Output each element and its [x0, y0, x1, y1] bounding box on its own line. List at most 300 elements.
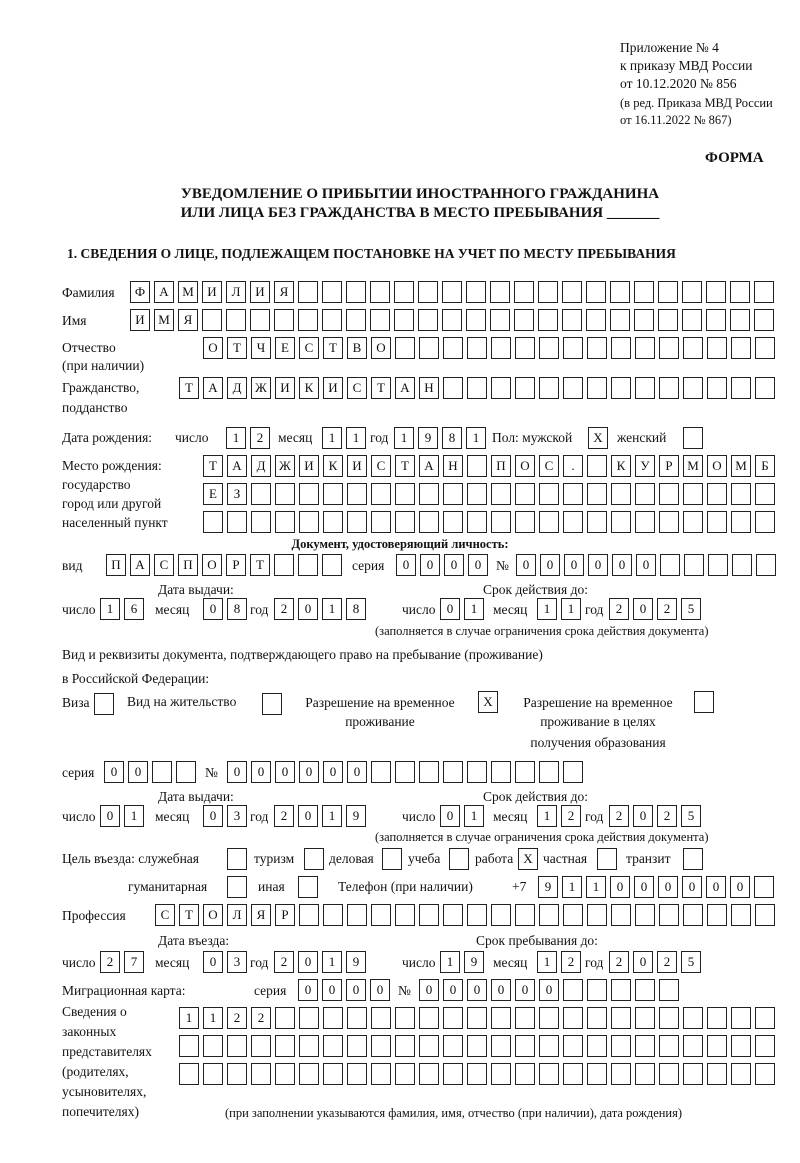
char-cell[interactable]: О — [203, 904, 223, 926]
char-cell[interactable]: 3 — [227, 805, 247, 827]
char-cell[interactable]: 2 — [657, 951, 677, 973]
char-cell[interactable] — [611, 511, 631, 533]
purpose-tourism-checkbox[interactable] — [304, 848, 324, 870]
char-cell[interactable]: 0 — [515, 979, 535, 1001]
char-cell[interactable]: А — [395, 377, 415, 399]
char-cell[interactable] — [323, 1007, 343, 1029]
char-cell[interactable] — [707, 1007, 727, 1029]
char-cell[interactable] — [467, 455, 487, 477]
char-cell[interactable]: А — [227, 455, 247, 477]
char-cell[interactable]: 1 — [561, 598, 581, 620]
char-cell[interactable]: Н — [419, 377, 439, 399]
char-cell[interactable]: А — [130, 554, 150, 576]
char-cell[interactable]: 2 — [250, 427, 270, 449]
birth-place-field[interactable] — [203, 483, 775, 505]
char-cell[interactable]: И — [130, 309, 150, 331]
char-cell[interactable] — [539, 377, 559, 399]
char-cell[interactable] — [563, 904, 583, 926]
char-cell[interactable] — [274, 554, 294, 576]
char-cell[interactable] — [466, 309, 486, 331]
char-cell[interactable]: 6 — [124, 598, 144, 620]
char-cell[interactable]: 1 — [100, 598, 120, 620]
char-cell[interactable] — [635, 337, 655, 359]
char-cell[interactable]: 8 — [346, 598, 366, 620]
char-cell[interactable]: 2 — [561, 805, 581, 827]
char-cell[interactable] — [227, 1063, 247, 1085]
char-cell[interactable]: 0 — [612, 554, 632, 576]
char-cell[interactable]: 1 — [586, 876, 606, 898]
char-cell[interactable]: 1 — [322, 951, 342, 973]
char-cell[interactable]: П — [491, 455, 511, 477]
char-cell[interactable]: В — [347, 337, 367, 359]
birth-day-field[interactable] — [226, 427, 270, 449]
char-cell[interactable]: Ж — [251, 377, 271, 399]
char-cell[interactable]: 1 — [464, 805, 484, 827]
visa-checkbox[interactable] — [94, 693, 114, 715]
char-cell[interactable]: 0 — [298, 951, 318, 973]
char-cell[interactable] — [694, 691, 714, 713]
char-cell[interactable] — [443, 1063, 463, 1085]
char-cell[interactable]: 1 — [537, 951, 557, 973]
char-cell[interactable]: . — [563, 455, 583, 477]
char-cell[interactable]: Б — [755, 455, 775, 477]
char-cell[interactable] — [587, 511, 607, 533]
char-cell[interactable]: И — [202, 281, 222, 303]
char-cell[interactable] — [347, 1035, 367, 1057]
char-cell[interactable] — [635, 377, 655, 399]
temp-edu-checkbox[interactable] — [694, 691, 714, 713]
char-cell[interactable] — [587, 979, 607, 1001]
char-cell[interactable] — [491, 761, 511, 783]
purpose-work-checkbox[interactable] — [518, 848, 538, 870]
char-cell[interactable] — [707, 511, 727, 533]
char-cell[interactable] — [299, 1035, 319, 1057]
char-cell[interactable] — [491, 337, 511, 359]
char-cell[interactable]: М — [154, 309, 174, 331]
char-cell[interactable]: Р — [275, 904, 295, 926]
char-cell[interactable] — [251, 511, 271, 533]
char-cell[interactable] — [515, 1007, 535, 1029]
char-cell[interactable]: С — [371, 455, 391, 477]
char-cell[interactable] — [635, 904, 655, 926]
char-cell[interactable] — [227, 876, 247, 898]
char-cell[interactable] — [442, 309, 462, 331]
sex-female-checkbox[interactable] — [683, 427, 703, 449]
char-cell[interactable] — [515, 511, 535, 533]
char-cell[interactable] — [490, 281, 510, 303]
char-cell[interactable] — [467, 337, 487, 359]
char-cell[interactable] — [611, 377, 631, 399]
char-cell[interactable]: 0 — [203, 598, 223, 620]
char-cell[interactable]: Д — [227, 377, 247, 399]
char-cell[interactable]: 2 — [100, 951, 120, 973]
char-cell[interactable]: М — [683, 455, 703, 477]
char-cell[interactable] — [395, 904, 415, 926]
char-cell[interactable] — [203, 1035, 223, 1057]
char-cell[interactable] — [299, 1007, 319, 1029]
char-cell[interactable] — [658, 309, 678, 331]
char-cell[interactable]: С — [347, 377, 367, 399]
char-cell[interactable]: 2 — [251, 1007, 271, 1029]
char-cell[interactable]: К — [611, 455, 631, 477]
char-cell[interactable] — [515, 483, 535, 505]
char-cell[interactable] — [203, 511, 223, 533]
char-cell[interactable] — [304, 848, 324, 870]
char-cell[interactable]: 1 — [124, 805, 144, 827]
char-cell[interactable] — [707, 337, 727, 359]
stay-valid-month-field[interactable] — [537, 805, 581, 827]
char-cell[interactable]: С — [154, 554, 174, 576]
char-cell[interactable]: С — [539, 455, 559, 477]
char-cell[interactable]: З — [227, 483, 247, 505]
migration-series-field[interactable] — [298, 979, 390, 1001]
char-cell[interactable] — [323, 904, 343, 926]
char-cell[interactable] — [443, 511, 463, 533]
char-cell[interactable] — [299, 483, 319, 505]
char-cell[interactable] — [394, 281, 414, 303]
char-cell[interactable]: 0 — [633, 598, 653, 620]
char-cell[interactable]: 1 — [346, 427, 366, 449]
char-cell[interactable] — [683, 1007, 703, 1029]
char-cell[interactable] — [371, 904, 391, 926]
char-cell[interactable] — [491, 511, 511, 533]
char-cell[interactable] — [539, 1007, 559, 1029]
char-cell[interactable] — [443, 337, 463, 359]
char-cell[interactable] — [515, 337, 535, 359]
char-cell[interactable] — [683, 1035, 703, 1057]
char-cell[interactable] — [467, 511, 487, 533]
char-cell[interactable] — [634, 309, 654, 331]
char-cell[interactable]: 0 — [468, 554, 488, 576]
char-cell[interactable] — [563, 979, 583, 1001]
char-cell[interactable] — [706, 309, 726, 331]
char-cell[interactable]: О — [707, 455, 727, 477]
stay-doc-series-field[interactable] — [104, 761, 196, 783]
char-cell[interactable]: 0 — [323, 761, 343, 783]
char-cell[interactable] — [635, 1007, 655, 1029]
purpose-humanitarian-checkbox[interactable] — [227, 876, 247, 898]
char-cell[interactable]: 0 — [444, 554, 464, 576]
char-cell[interactable] — [707, 377, 727, 399]
char-cell[interactable] — [467, 377, 487, 399]
char-cell[interactable]: 0 — [298, 979, 318, 1001]
char-cell[interactable] — [94, 693, 114, 715]
char-cell[interactable]: Д — [251, 455, 271, 477]
char-cell[interactable]: 0 — [440, 805, 460, 827]
char-cell[interactable]: Т — [203, 455, 223, 477]
char-cell[interactable] — [706, 281, 726, 303]
char-cell[interactable] — [262, 693, 282, 715]
char-cell[interactable]: 2 — [561, 951, 581, 973]
char-cell[interactable]: С — [299, 337, 319, 359]
char-cell[interactable]: 2 — [274, 951, 294, 973]
char-cell[interactable] — [563, 1007, 583, 1029]
char-cell[interactable] — [419, 1007, 439, 1029]
char-cell[interactable]: 1 — [394, 427, 414, 449]
char-cell[interactable] — [682, 309, 702, 331]
char-cell[interactable] — [755, 1035, 775, 1057]
char-cell[interactable] — [659, 377, 679, 399]
char-cell[interactable]: 9 — [538, 876, 558, 898]
char-cell[interactable] — [491, 1035, 511, 1057]
char-cell[interactable] — [563, 483, 583, 505]
char-cell[interactable] — [395, 761, 415, 783]
char-cell[interactable] — [683, 377, 703, 399]
stay-until-year-field[interactable] — [609, 951, 701, 973]
char-cell[interactable]: 0 — [658, 876, 678, 898]
char-cell[interactable] — [466, 281, 486, 303]
char-cell[interactable]: 1 — [179, 1007, 199, 1029]
char-cell[interactable] — [443, 1035, 463, 1057]
char-cell[interactable]: 1 — [537, 805, 557, 827]
char-cell[interactable]: 5 — [681, 598, 701, 620]
char-cell[interactable]: К — [299, 377, 319, 399]
char-cell[interactable] — [227, 511, 247, 533]
char-cell[interactable] — [371, 1063, 391, 1085]
birth-year-field[interactable] — [394, 427, 486, 449]
char-cell[interactable]: 0 — [128, 761, 148, 783]
char-cell[interactable]: Л — [226, 281, 246, 303]
char-cell[interactable] — [539, 337, 559, 359]
char-cell[interactable] — [708, 554, 728, 576]
char-cell[interactable]: У — [635, 455, 655, 477]
char-cell[interactable]: 1 — [322, 427, 342, 449]
char-cell[interactable]: Я — [178, 309, 198, 331]
char-cell[interactable] — [539, 904, 559, 926]
stay-doc-number-field[interactable] — [227, 761, 583, 783]
char-cell[interactable]: Т — [323, 337, 343, 359]
char-cell[interactable] — [251, 1035, 271, 1057]
citizenship-field[interactable] — [179, 377, 775, 399]
char-cell[interactable] — [346, 309, 366, 331]
char-cell[interactable] — [515, 377, 535, 399]
char-cell[interactable] — [563, 761, 583, 783]
char-cell[interactable]: О — [203, 337, 223, 359]
char-cell[interactable]: 0 — [564, 554, 584, 576]
char-cell[interactable] — [515, 904, 535, 926]
char-cell[interactable] — [755, 1063, 775, 1085]
char-cell[interactable]: 0 — [633, 805, 653, 827]
char-cell[interactable]: 0 — [100, 805, 120, 827]
char-cell[interactable] — [274, 309, 294, 331]
char-cell[interactable]: Ф — [130, 281, 150, 303]
char-cell[interactable]: 0 — [610, 876, 630, 898]
char-cell[interactable] — [490, 309, 510, 331]
char-cell[interactable] — [394, 309, 414, 331]
char-cell[interactable] — [731, 377, 751, 399]
char-cell[interactable] — [395, 511, 415, 533]
char-cell[interactable]: Т — [250, 554, 270, 576]
char-cell[interactable] — [731, 483, 751, 505]
char-cell[interactable]: X — [588, 427, 608, 449]
phone-field[interactable] — [538, 876, 774, 898]
char-cell[interactable] — [467, 1063, 487, 1085]
residence-permit-checkbox[interactable] — [262, 693, 282, 715]
char-cell[interactable]: И — [323, 377, 343, 399]
char-cell[interactable] — [539, 761, 559, 783]
char-cell[interactable] — [347, 483, 367, 505]
char-cell[interactable]: 5 — [681, 951, 701, 973]
purpose-private-checkbox[interactable] — [597, 848, 617, 870]
char-cell[interactable] — [611, 483, 631, 505]
char-cell[interactable]: 0 — [275, 761, 295, 783]
char-cell[interactable] — [299, 511, 319, 533]
char-cell[interactable] — [491, 904, 511, 926]
char-cell[interactable] — [587, 483, 607, 505]
char-cell[interactable] — [587, 1007, 607, 1029]
char-cell[interactable] — [659, 979, 679, 1001]
char-cell[interactable]: 0 — [227, 761, 247, 783]
char-cell[interactable] — [611, 979, 631, 1001]
char-cell[interactable]: П — [178, 554, 198, 576]
char-cell[interactable]: 1 — [466, 427, 486, 449]
char-cell[interactable]: М — [178, 281, 198, 303]
char-cell[interactable] — [419, 1063, 439, 1085]
char-cell[interactable] — [275, 1063, 295, 1085]
char-cell[interactable]: 0 — [706, 876, 726, 898]
char-cell[interactable]: 0 — [370, 979, 390, 1001]
char-cell[interactable] — [467, 904, 487, 926]
char-cell[interactable]: 1 — [464, 598, 484, 620]
char-cell[interactable] — [563, 337, 583, 359]
purpose-study-checkbox[interactable] — [449, 848, 469, 870]
char-cell[interactable] — [563, 511, 583, 533]
char-cell[interactable] — [610, 281, 630, 303]
char-cell[interactable] — [418, 281, 438, 303]
char-cell[interactable]: О — [202, 554, 222, 576]
birth-place-field[interactable] — [203, 511, 775, 533]
char-cell[interactable]: Е — [203, 483, 223, 505]
char-cell[interactable] — [299, 1063, 319, 1085]
char-cell[interactable] — [514, 281, 534, 303]
char-cell[interactable] — [250, 309, 270, 331]
char-cell[interactable]: 0 — [540, 554, 560, 576]
char-cell[interactable]: 0 — [104, 761, 124, 783]
char-cell[interactable] — [491, 1007, 511, 1029]
char-cell[interactable] — [539, 483, 559, 505]
char-cell[interactable] — [251, 1063, 271, 1085]
char-cell[interactable]: 0 — [347, 761, 367, 783]
char-cell[interactable] — [731, 904, 751, 926]
char-cell[interactable] — [730, 281, 750, 303]
issue-year-field[interactable] — [274, 598, 366, 620]
char-cell[interactable] — [611, 337, 631, 359]
name-field[interactable] — [130, 309, 774, 331]
char-cell[interactable] — [659, 483, 679, 505]
char-cell[interactable]: 0 — [730, 876, 750, 898]
char-cell[interactable] — [587, 337, 607, 359]
char-cell[interactable] — [443, 377, 463, 399]
char-cell[interactable] — [322, 281, 342, 303]
char-cell[interactable] — [683, 483, 703, 505]
stay-valid-day-field[interactable] — [440, 805, 484, 827]
char-cell[interactable]: 2 — [657, 598, 677, 620]
char-cell[interactable]: И — [275, 377, 295, 399]
char-cell[interactable] — [179, 1063, 199, 1085]
char-cell[interactable] — [683, 337, 703, 359]
purpose-business-checkbox[interactable] — [382, 848, 402, 870]
char-cell[interactable]: 7 — [124, 951, 144, 973]
char-cell[interactable] — [539, 1035, 559, 1057]
char-cell[interactable] — [395, 1007, 415, 1029]
char-cell[interactable]: И — [299, 455, 319, 477]
char-cell[interactable] — [371, 511, 391, 533]
char-cell[interactable] — [346, 281, 366, 303]
char-cell[interactable]: Е — [275, 337, 295, 359]
issue-day-field[interactable] — [100, 598, 144, 620]
char-cell[interactable] — [682, 281, 702, 303]
char-cell[interactable]: 0 — [419, 979, 439, 1001]
char-cell[interactable] — [298, 281, 318, 303]
char-cell[interactable]: 0 — [251, 761, 271, 783]
char-cell[interactable]: Т — [371, 377, 391, 399]
char-cell[interactable] — [634, 281, 654, 303]
char-cell[interactable]: А — [419, 455, 439, 477]
char-cell[interactable] — [323, 1035, 343, 1057]
char-cell[interactable] — [514, 309, 534, 331]
char-cell[interactable] — [203, 1063, 223, 1085]
char-cell[interactable]: 0 — [346, 979, 366, 1001]
char-cell[interactable]: О — [371, 337, 391, 359]
char-cell[interactable] — [754, 309, 774, 331]
char-cell[interactable]: 0 — [420, 554, 440, 576]
char-cell[interactable] — [754, 876, 774, 898]
surname-field[interactable] — [130, 281, 774, 303]
char-cell[interactable]: 1 — [203, 1007, 223, 1029]
char-cell[interactable] — [611, 1063, 631, 1085]
char-cell[interactable]: 9 — [418, 427, 438, 449]
char-cell[interactable] — [538, 281, 558, 303]
char-cell[interactable] — [347, 1007, 367, 1029]
char-cell[interactable] — [587, 1035, 607, 1057]
char-cell[interactable] — [683, 427, 703, 449]
char-cell[interactable]: 0 — [322, 979, 342, 1001]
char-cell[interactable] — [707, 483, 727, 505]
char-cell[interactable] — [298, 309, 318, 331]
char-cell[interactable] — [611, 1007, 631, 1029]
char-cell[interactable] — [730, 309, 750, 331]
char-cell[interactable] — [586, 281, 606, 303]
char-cell[interactable] — [347, 904, 367, 926]
char-cell[interactable] — [635, 979, 655, 1001]
char-cell[interactable]: Т — [179, 904, 199, 926]
char-cell[interactable] — [515, 1063, 535, 1085]
char-cell[interactable] — [587, 1063, 607, 1085]
char-cell[interactable] — [275, 1007, 295, 1029]
char-cell[interactable] — [418, 309, 438, 331]
char-cell[interactable] — [597, 848, 617, 870]
char-cell[interactable] — [586, 309, 606, 331]
char-cell[interactable] — [707, 1063, 727, 1085]
char-cell[interactable]: Ч — [251, 337, 271, 359]
entry-day-field[interactable] — [100, 951, 144, 973]
issue-month-field[interactable] — [203, 598, 247, 620]
entry-month-field[interactable] — [203, 951, 247, 973]
char-cell[interactable] — [323, 511, 343, 533]
char-cell[interactable]: 0 — [298, 598, 318, 620]
char-cell[interactable] — [226, 309, 246, 331]
purpose-transit-checkbox[interactable] — [683, 848, 703, 870]
stay-issue-year-field[interactable] — [274, 805, 366, 827]
patronymic-field[interactable] — [203, 337, 775, 359]
char-cell[interactable] — [683, 511, 703, 533]
char-cell[interactable] — [635, 1063, 655, 1085]
char-cell[interactable] — [563, 377, 583, 399]
char-cell[interactable] — [382, 848, 402, 870]
char-cell[interactable]: 0 — [682, 876, 702, 898]
stay-until-month-field[interactable] — [537, 951, 581, 973]
stay-valid-year-field[interactable] — [609, 805, 701, 827]
